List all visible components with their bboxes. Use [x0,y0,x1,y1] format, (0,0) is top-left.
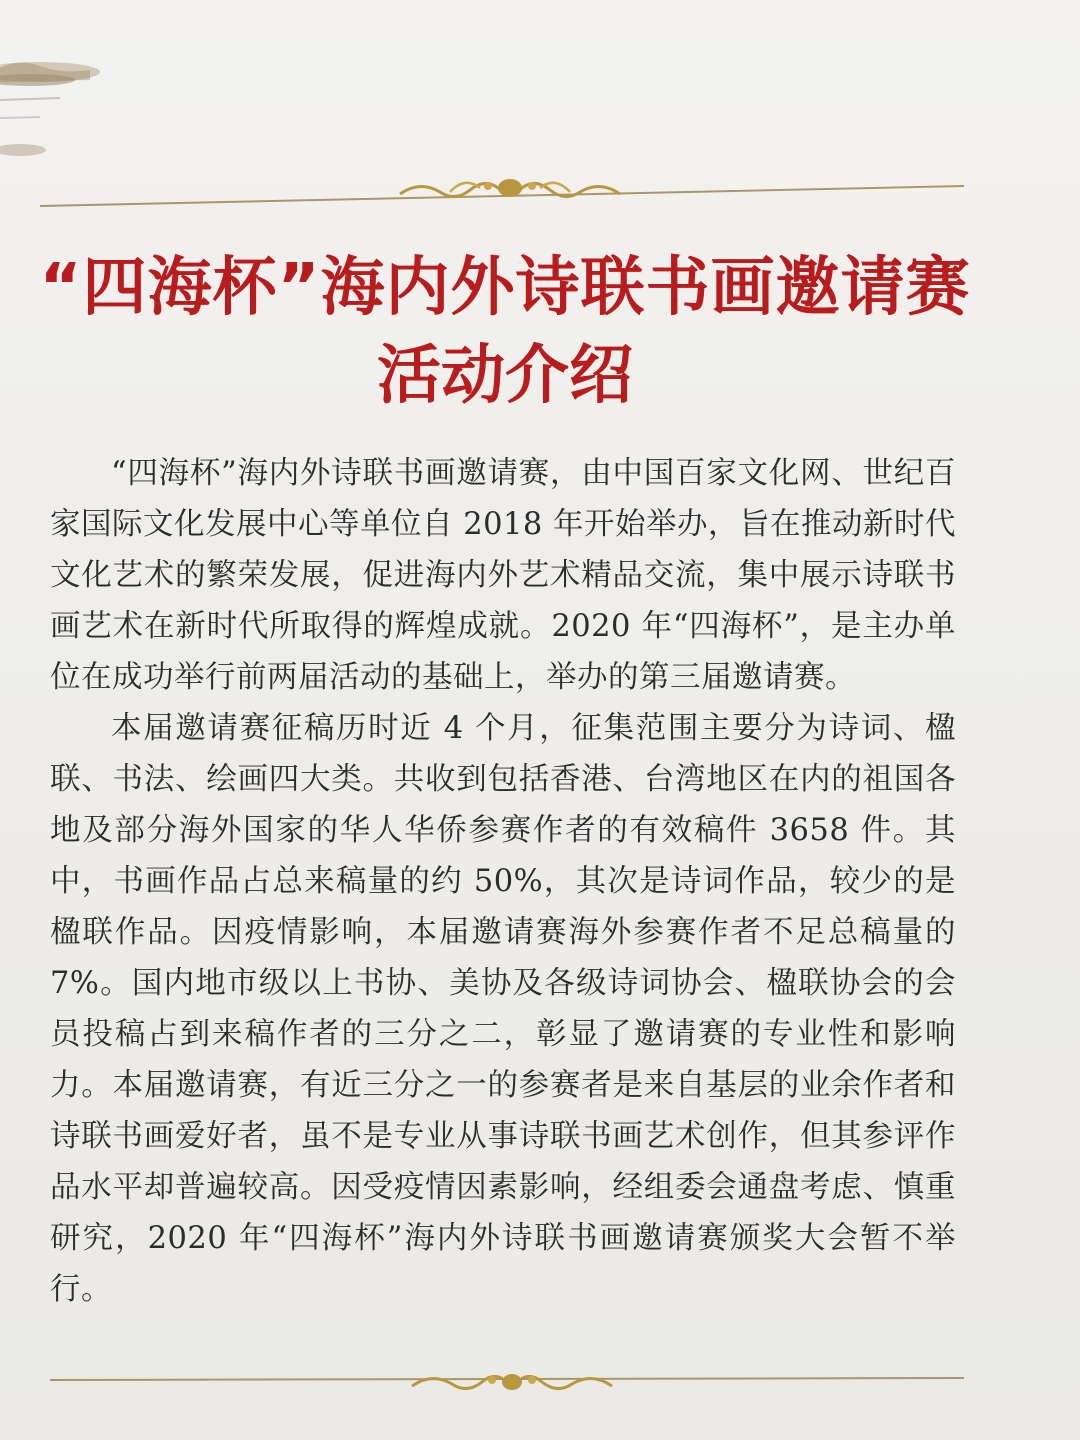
paragraph-1: “四海杯”海内外诗联书画邀请赛，由中国百家文化网、世纪百家国际文化发展中心等单位自 2018 年开始举办，旨在推动新时代文化艺术的繁荣发展，促进海内外艺术精品交流，集中展示诗联书画艺术在新时代所取得的辉煌成就。2020 年“四海杯”，是主办单位在成功举行前两届活动的基础上，举办的第三届邀请赛。 [50,456,957,695]
article-body [50,448,956,1315]
ornament-divider-top [40,172,964,212]
title-line-1: “四海杯”海内外诗联书画邀请赛 [39,251,971,325]
paragraph-2: 本届邀请赛征稿历时近 4 个月，征集范围主要分为诗词、楹联、书法、绘画四大类。共收到包括香港、台湾地区在内的祖国各地及部分海外国家的华人华侨参赛作者的有效稿件 3658 件。其中，书画作品占总来稿量的约 50%，其次是诗词作品，较少的是楹联作品。因疫情影响，本届邀请赛海外参赛作者不足总稿量的 7%。国内地市级以上书协、美协及各级诗词协会、楹联协会的会员投稿占到来稿作者的三分之二，彰显了邀请赛的专业性和影响力。本届邀请赛，有近三分之一的参赛者是来自基层的业余作者和诗联书画爱好者，虽不是专业从事诗联书画艺术创作，但其参评作品水平却普遍较高。因受疫情因素影响，经组委会通盘考虑、慎重研究，2020 年“四海杯”海内外诗联书画邀请赛颁奖大会暂不举行。 [50,711,956,1307]
ornament-divider-bottom [50,1362,964,1402]
landscape-art-icon [0,40,170,170]
page-title [30,246,980,418]
ornament-divider-icon [412,1374,612,1390]
title-line-2: 活动介绍 [377,339,633,413]
